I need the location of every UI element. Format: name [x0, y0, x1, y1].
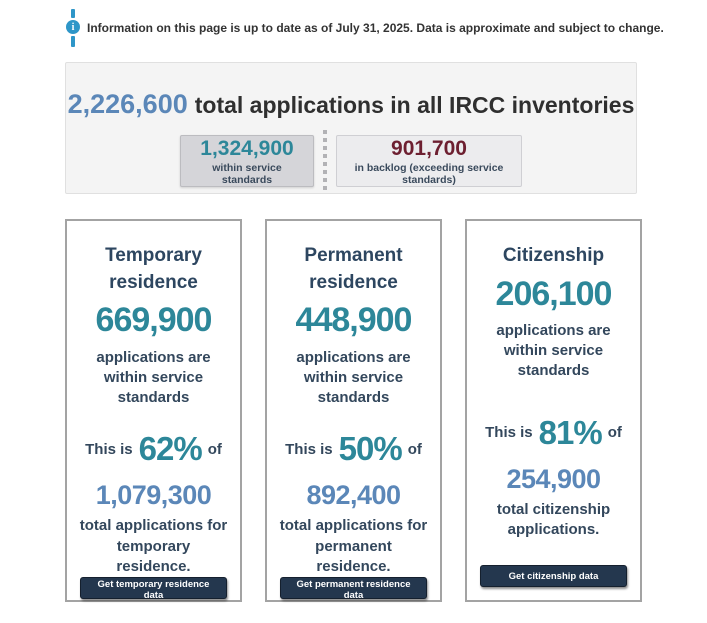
get-citizenship-data-button[interactable]: Get citizenship data [480, 565, 627, 587]
percent-value: 50% [338, 430, 402, 468]
card-total-value: 892,400 [306, 480, 401, 511]
dotted-divider [323, 130, 327, 192]
get-temporary-residence-data-button[interactable]: Get temporary residence data [80, 577, 227, 599]
category-cards [65, 219, 642, 602]
update-note [65, 6, 707, 50]
within-service-standards-label: within service standards [212, 161, 282, 186]
percent-suffix: of [607, 424, 622, 442]
total-applications-value: 2,226,600 [67, 89, 188, 119]
percent-line [485, 414, 622, 452]
card-within-label: applications are within service standards [96, 348, 211, 407]
info-icon [65, 9, 81, 47]
update-note-text: Information on this page is up to date as of July 31, 2025. Data is approximate and subject to change. [87, 21, 664, 35]
card-within-value: 448,900 [295, 301, 412, 340]
card-within-value: 206,100 [495, 274, 612, 313]
backlog-box [336, 135, 522, 187]
info-icon-bar-bottom [71, 36, 75, 47]
summary-breakdown-row [66, 130, 636, 192]
card-total-value: 1,079,300 [95, 480, 212, 511]
card-within-label: applications are within service standards [296, 348, 411, 407]
card-permanent-residence [265, 219, 442, 602]
card-title: Citizenship [502, 245, 605, 266]
within-service-standards-value: 1,324,900 [200, 136, 294, 160]
card-within-label: applications are within service standards [496, 321, 611, 380]
percent-prefix: This is [285, 440, 333, 458]
percent-suffix: of [207, 440, 222, 458]
info-icon-circle: i [66, 20, 80, 34]
percent-value: 81% [538, 413, 602, 451]
backlog-value: 901,700 [391, 136, 467, 160]
backlog-label: in backlog (exceeding service standards) [354, 161, 504, 186]
card-temporary-residence [65, 219, 242, 602]
get-permanent-residence-data-button[interactable]: Get permanent residence data [280, 577, 427, 599]
card-title: Temporary residence [105, 245, 202, 293]
info-icon-bar-top [71, 9, 75, 18]
card-within-value: 669,900 [95, 301, 212, 340]
summary-heading [66, 88, 636, 120]
percent-line [85, 430, 222, 468]
total-applications-label: total applications in all IRCC inventories [194, 92, 635, 118]
percent-prefix: This is [485, 424, 533, 442]
summary-panel [65, 62, 637, 194]
card-total-label: total applications for permanent residence. [279, 517, 428, 575]
percent-line [285, 430, 422, 468]
card-total-label: total citizenship applications. [496, 500, 611, 538]
card-title: Permanent residence [304, 245, 403, 293]
within-service-standards-box [180, 135, 314, 187]
card-citizenship [465, 219, 642, 602]
percent-suffix: of [407, 440, 422, 458]
card-total-value: 254,900 [506, 463, 601, 494]
percent-value: 62% [138, 430, 202, 468]
card-total-label: total applications for temporary residence. [79, 517, 228, 575]
percent-prefix: This is [85, 440, 133, 458]
